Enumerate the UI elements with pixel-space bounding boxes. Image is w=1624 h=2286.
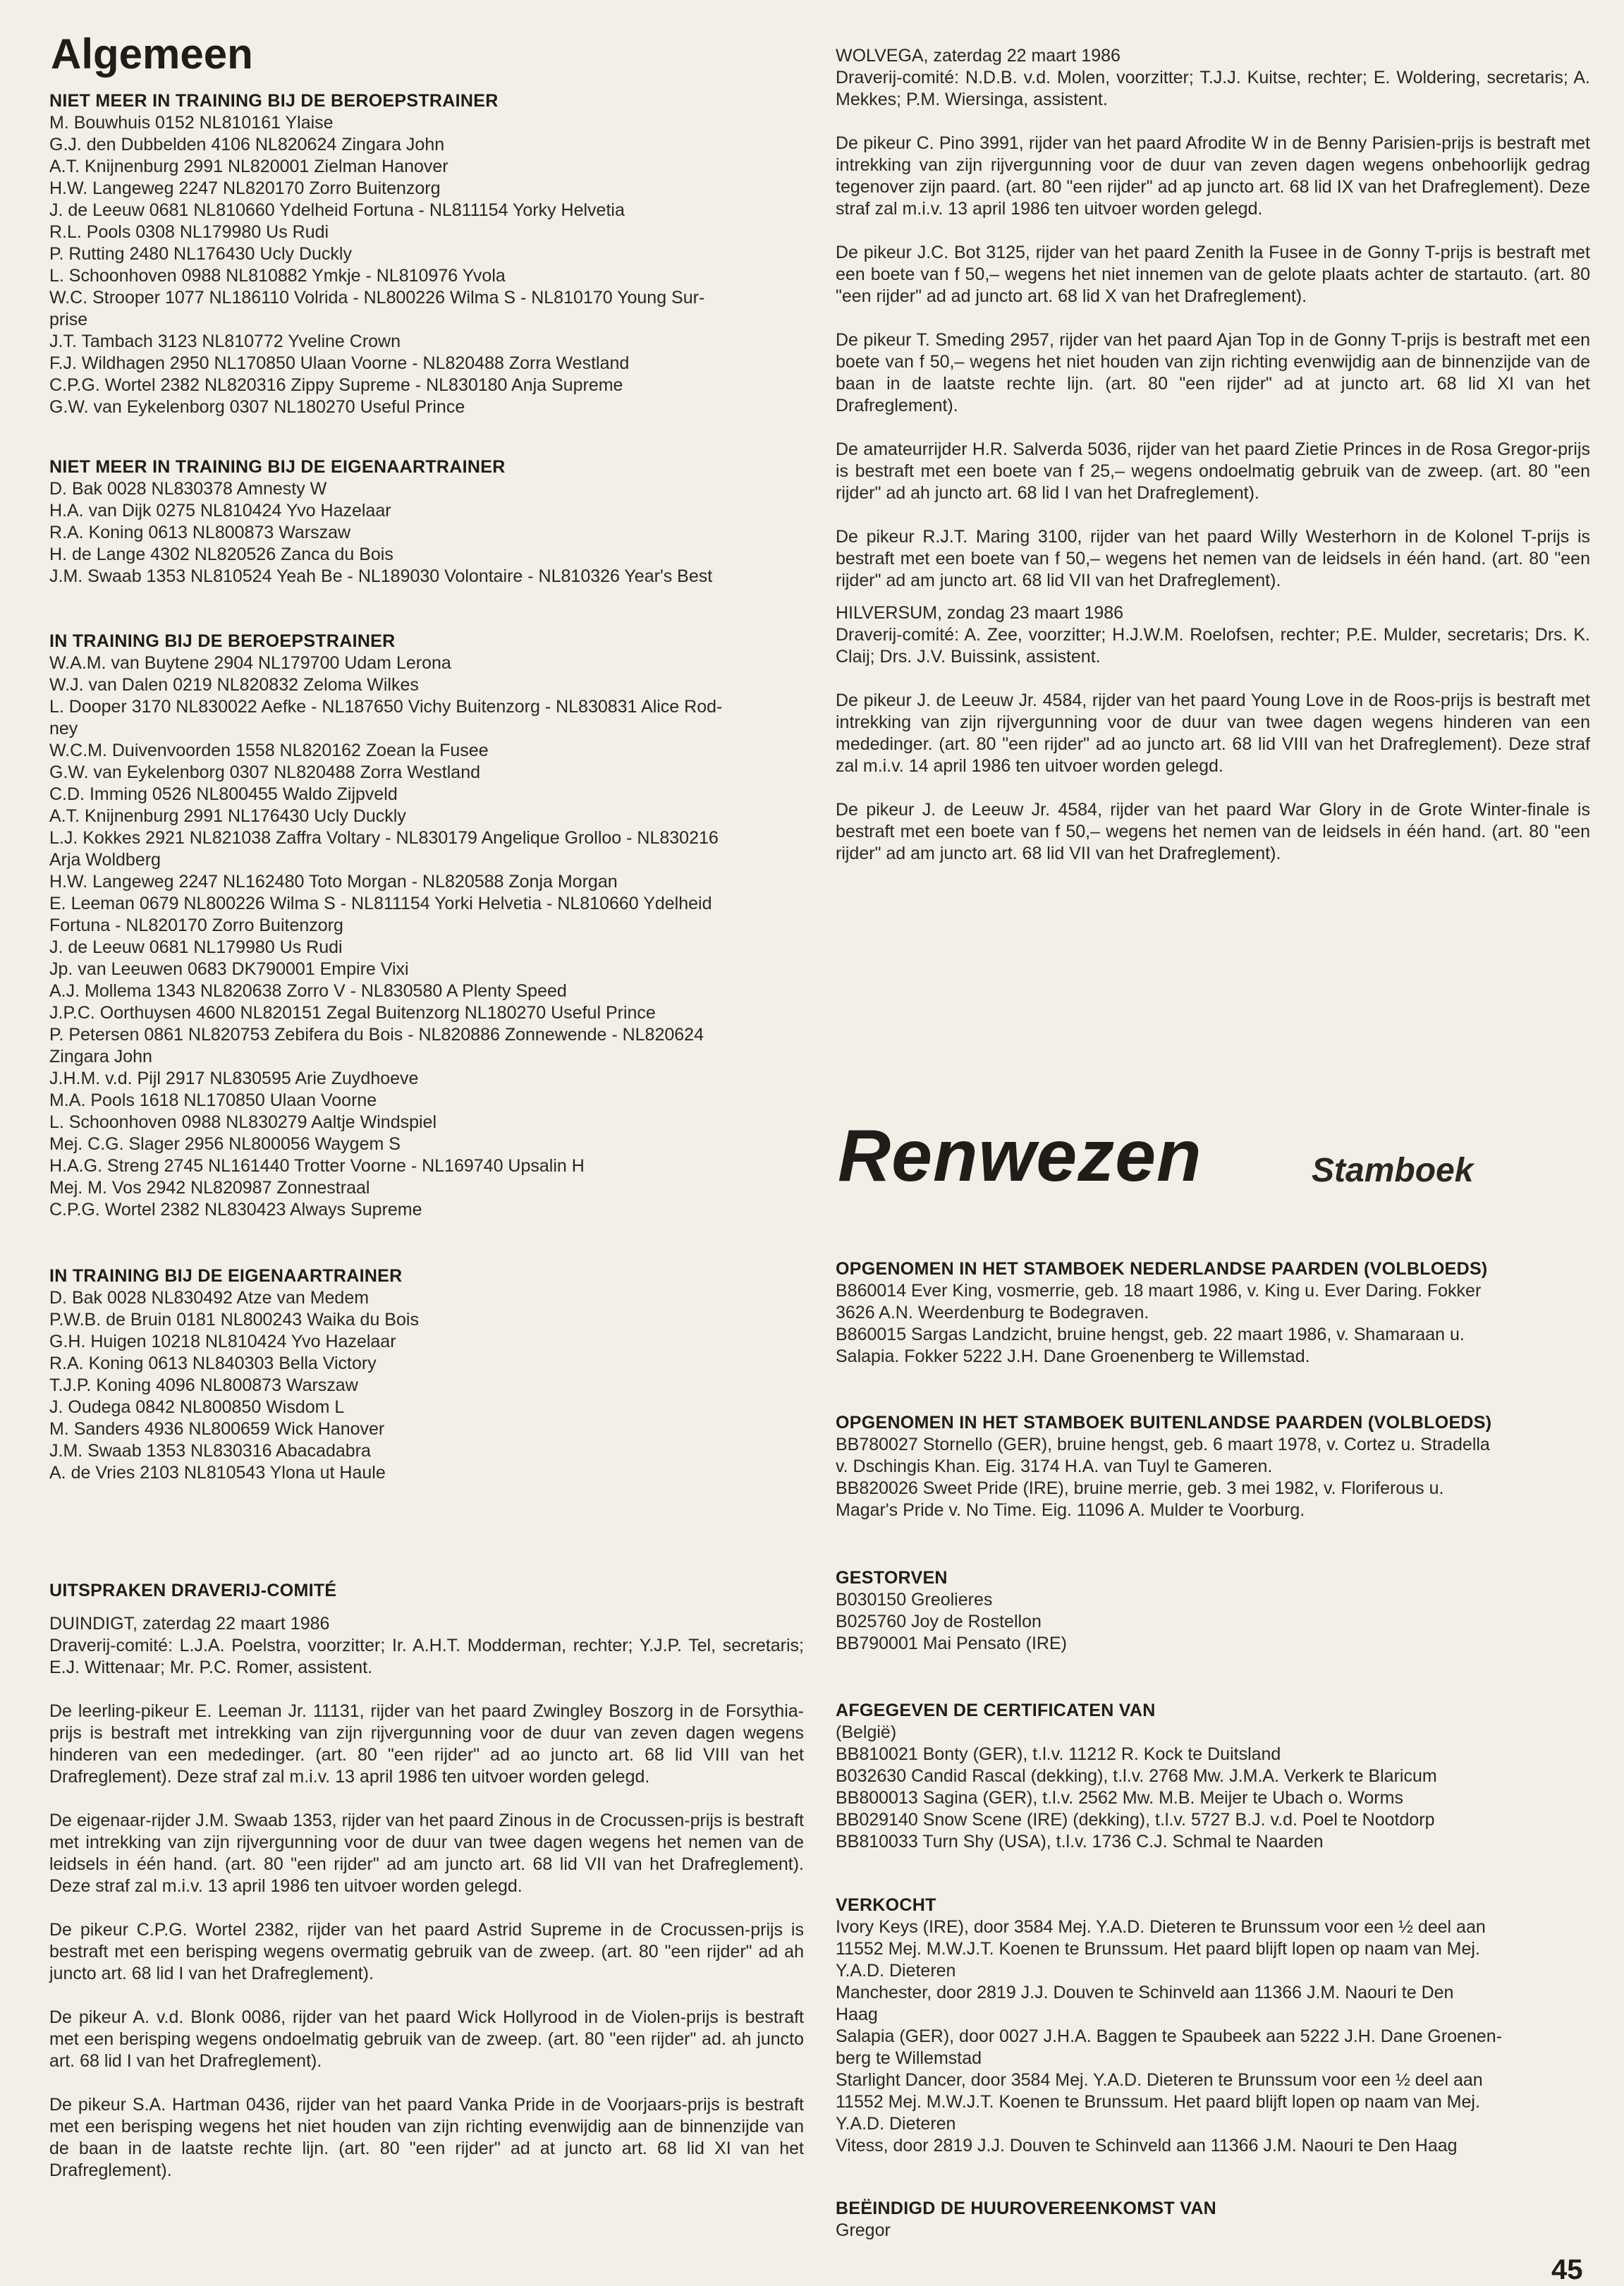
heading-niet-beroep: NIET MEER IN TRAINING BIJ DE BEROEPSTRAINER <box>49 91 499 111</box>
ruling-paragraph: De pikeur A. v.d. Blonk 0086, rijder van het paard Wick Hollyrood in de Violen-prijs is bestraft met een berisping wegens ondoelmatig gebruik van de zweep. (art. 80 "een rijder" ad. ah juncto art. 68 lid I van het Drafreglement). <box>49 2007 804 2071</box>
block-nl-volbloeds <box>836 1258 1590 1368</box>
list-line: T.J.P. Koning 4096 NL800873 Warszaw <box>49 1375 358 1395</box>
block-wolvega <box>836 45 1590 887</box>
list-line: A.T. Knijnenburg 2991 NL176430 Ucly Duckly <box>49 806 406 826</box>
ruling-paragraph: De leerling-pikeur E. Leeman Jr. 11131, rijder van het paard Zwingley Boszorg in de Forsythia-prijs is bestraft met intrekking van zijn rijvergunning voor de duur van zeven dagen wegens hinderen van een mededinger. (art. 80 "een rijder" ad ao juncto art. 68 lid VIII van het Drafreglement). Deze straf zal m.i.v. 13 april 1986 ten uitvoer worden gelegd. <box>49 1701 804 1787</box>
list-line: 3626 A.N. Weerdenburg te Bodegraven. <box>836 1303 1149 1323</box>
list-line: Mej. M. Vos 2942 NL820987 Zonnestraal <box>49 1178 370 1198</box>
paras-wolvega <box>836 133 1590 592</box>
list-line: C.P.G. Wortel 2382 NL830423 Always Supreme <box>49 1200 422 1220</box>
block-certificaten <box>836 1700 1590 1853</box>
list-line: berg te Willemstad <box>836 2048 982 2068</box>
list-line: (België) <box>836 1722 897 1742</box>
list-line: J. de Leeuw 0681 NL179980 Us Rudi <box>49 937 343 957</box>
list-line: F.J. Wildhagen 2950 NL170850 Ulaan Voorne - NL820488 Zorra Westland <box>49 353 630 373</box>
committee-wolvega: Draverij-comité: N.D.B. v.d. Molen, voorzitter; T.J.J. Kuitse, rechter; E. Woldering, secretaris; A. Mekkes; P.M. Wiersinga, assistent. <box>836 68 1590 109</box>
list-line: Mej. C.G. Slager 2956 NL800056 Waygem S <box>49 1134 401 1154</box>
list-gestorven <box>836 1589 1590 1655</box>
list-line: Arja Woldberg <box>49 850 161 870</box>
block-niet-beroep <box>49 90 804 418</box>
list-line: J.M. Swaab 1353 NL830316 Abacadabra <box>49 1441 371 1461</box>
heading-verkocht: VERKOCHT <box>836 1895 936 1915</box>
list-in-beroep <box>49 652 804 1221</box>
list-line: Zingara John <box>49 1047 152 1066</box>
list-line: Vitess, door 2819 J.J. Douven te Schinveld aan 11366 J.M. Naouri te Den Haag <box>836 2136 1458 2156</box>
block-niet-eigenaar <box>49 456 804 588</box>
meeting-wolvega: WOLVEGA, zaterdag 22 maart 1986 <box>836 46 1121 66</box>
list-niet-eigenaar <box>49 478 804 588</box>
list-line: Jp. van Leeuwen 0683 DK790001 Empire Vixi <box>49 959 409 979</box>
list-line: B030150 Greolieres <box>836 1590 993 1610</box>
list-line: A.T. Knijnenburg 2991 NL820001 Zielman Hanover <box>49 157 448 176</box>
list-line: Salapia. Fokker 5222 J.H. Dane Groenenberg te Willemstad. <box>836 1346 1310 1366</box>
list-line: G.W. van Eykelenborg 0307 NL820488 Zorra Westland <box>49 762 480 782</box>
list-line: H.W. Langeweg 2247 NL162480 Toto Morgan - NL820588 Zonja Morgan <box>49 872 618 892</box>
heading-nl-volbloeds: OPGENOMEN IN HET STAMBOEK NEDERLANDSE PAARDEN (VOLBLOEDS) <box>836 1259 1488 1279</box>
list-line: J.T. Tambach 3123 NL810772 Yveline Crown <box>49 332 401 351</box>
list-line: BB790001 Mai Pensato (IRE) <box>836 1634 1067 1653</box>
list-line: C.P.G. Wortel 2382 NL820316 Zippy Supreme - NL830180 Anja Supreme <box>49 375 623 395</box>
list-nl-volbloeds <box>836 1280 1590 1368</box>
list-line: BB780027 Stornello (GER), bruine hengst, geb. 6 maart 1978, v. Cortez u. Stradella <box>836 1435 1490 1454</box>
list-line: v. Dschingis Khan. Eig. 3174 H.A. van Tuyl te Gameren. <box>836 1457 1273 1476</box>
heading-in-eigenaar: IN TRAINING BIJ DE EIGENAARTRAINER <box>49 1266 403 1286</box>
list-line: J.P.C. Oorthuysen 4600 NL820151 Zegal Buitenzorg NL180270 Useful Prince <box>49 1003 656 1023</box>
section-subtitle-stamboek: Stamboek <box>1312 1152 1474 1189</box>
list-line: Fortuna - NL820170 Zorro Buitenzorg <box>49 916 343 935</box>
list-line: P.W.B. de Bruin 0181 NL800243 Waika du Bois <box>49 1310 419 1330</box>
ruling-paragraph: De pikeur C. Pino 3991, rijder van het paard Afrodite W in de Benny Parisien-prijs is bestraft met intrekking van zijn rijvergunning voor de duur van zeven dagen wegens onbehoorlijk gedrag tegenover zijn paard. (art. 80 "een rijder" ad ap juncto art. 68 lid IX van het Drafreglement). Deze straf zal m.i.v. 13 april 1986 ten uitvoer worden gelegd. <box>836 133 1590 219</box>
list-line: prise <box>49 310 88 329</box>
list-huur <box>836 2220 1590 2242</box>
list-line: B032630 Candid Rascal (dekking), t.l.v. 2768 Mw. J.M.A. Verkerk te Blaricum <box>836 1766 1437 1786</box>
list-line: B025760 Joy de Rostellon <box>836 1612 1042 1631</box>
heading-buitenland: OPGENOMEN IN HET STAMBOEK BUITENLANDSE PAARDEN (VOLBLOEDS) <box>836 1413 1492 1433</box>
list-line: BB810033 Turn Shy (USA), t.l.v. 1736 C.J. Schmal te Naarden <box>836 1832 1324 1852</box>
heading-certificaten: AFGEGEVEN DE CERTIFICATEN VAN <box>836 1701 1156 1720</box>
list-line: Y.A.D. Dieteren <box>836 1961 956 1981</box>
list-line: BB029140 Snow Scene (IRE) (dekking), t.l.v. 5727 B.J. v.d. Poel te Nootdorp <box>836 1810 1435 1830</box>
list-line: BB800013 Sagina (GER), t.l.v. 2562 Mw. M.B. Meijer te Ubach o. Worms <box>836 1788 1403 1808</box>
committee-duindigt: Draverij-comité: L.J.A. Poelstra, voorzitter; Ir. A.H.T. Modderman, rechter; Y.J.P. Tel, secretaris; E.J. Wittenaar; Mr. P.C. Romer, assistent. <box>49 1636 804 1677</box>
list-line: W.C. Strooper 1077 NL186110 Volrida - NL800226 Wilma S - NL810170 Young Sur- <box>49 288 705 308</box>
block-uitspraken <box>49 1580 804 2203</box>
list-line: H.A. van Dijk 0275 NL810424 Yvo Hazelaar <box>49 501 391 521</box>
page-number: 45 <box>1551 2254 1583 2285</box>
committee-hilversum: Draverij-comité: A. Zee, voorzitter; H.J.W.M. Roelofsen, rechter; P.E. Mulder, secretaris; Drs. K. Claij; Drs. J.V. Buissink, assistent. <box>836 625 1590 667</box>
list-line: Manchester, door 2819 J.J. Douven te Schinveld aan 11366 J.M. Naouri te Den <box>836 1983 1454 2002</box>
list-line: M. Sanders 4936 NL800659 Wick Hanover <box>49 1419 385 1439</box>
block-huur <box>836 2198 1590 2242</box>
list-line: D. Bak 0028 NL830492 Atze van Medem <box>49 1288 370 1308</box>
list-line: P. Rutting 2480 NL176430 Ucly Duckly <box>49 244 352 264</box>
list-line: BB810021 Bonty (GER), t.l.v. 11212 R. Kock te Duitsland <box>836 1744 1281 1764</box>
block-buitenland <box>836 1412 1590 1521</box>
list-line: L. Dooper 3170 NL830022 Aefke - NL187650 Vichy Buitenzorg - NL830831 Alice Rod- <box>49 697 723 717</box>
list-line: Haag <box>836 2005 878 2024</box>
list-line: L. Schoonhoven 0988 NL830279 Aaltje Windspiel <box>49 1112 437 1132</box>
list-line: H. de Lange 4302 NL820526 Zanca du Bois <box>49 545 393 564</box>
ruling-paragraph: De pikeur S.A. Hartman 0436, rijder van het paard Vanka Pride in de Voorjaars-prijs is bestraft met een berisping wegens het niet houden van zijn richting evenwijdig aan de binnenzijde van de baan in de laatste rechte lijn. (art. 80 "een rijder" ad at juncto art. 68 lid XI van het Drafreglement). <box>49 2095 804 2180</box>
list-line: A. de Vries 2103 NL810543 Ylona ut Haule <box>49 1463 386 1483</box>
list-line: M.A. Pools 1618 NL170850 Ulaan Voorne <box>49 1090 377 1110</box>
heading-in-beroep: IN TRAINING BIJ DE BEROEPSTRAINER <box>49 631 396 651</box>
list-line: L. Schoonhoven 0988 NL810882 Ymkje - NL810976 Yvola <box>49 266 506 286</box>
list-line: W.A.M. van Buytene 2904 NL179700 Udam Lerona <box>49 653 451 673</box>
paras-duindigt <box>49 1701 804 2182</box>
section-title-renwezen: Renwezen <box>838 1115 1202 1197</box>
ruling-paragraph: De pikeur C.P.G. Wortel 2382, rijder van het paard Astrid Supreme in de Crocussen-prijs is bestraft met een berisping wegens overmatig gebruik van de zweep. (art. 80 "een rijder" ad ah juncto art. 68 lid I van het Drafreglement). <box>49 1920 804 1983</box>
list-buitenland <box>836 1434 1590 1521</box>
heading-huur: BEËINDIGD DE HUUROVEREENKOMST VAN <box>836 2199 1217 2218</box>
ruling-paragraph: De pikeur R.J.T. Maring 3100, rijder van het paard Willy Westerhorn in de Kolonel T-prijs is bestraft met een boete van f 50,– wegens het nemen van de leidsels in één hand. (art. 80 "een rijder" ad am juncto art. 68 lid VII van het Drafreglement). <box>836 527 1590 590</box>
ruling-paragraph: De pikeur T. Smeding 2957, rijder van het paard Ajan Top in de Gonny T-prijs is bestraft met een boete van f 50,– wegens het niet houden van zijn richting evenwijdig aan de binnenzijde van de baan in de laatste rechte lijn. (art. 80 "een rijder" ad at juncto art. 68 lid XI van het Drafreglement). <box>836 330 1590 415</box>
list-line: L.J. Kokkes 2921 NL821038 Zaffra Voltary - NL830179 Angelique Grolloo - NL830216 <box>49 828 719 848</box>
list-line: Y.A.D. Dieteren <box>836 2114 956 2134</box>
list-line: J.H.M. v.d. Pijl 2917 NL830595 Arie Zuydhoeve <box>49 1069 419 1088</box>
list-line: H.A.G. Streng 2745 NL161440 Trotter Voorne - NL169740 Upsalin H <box>49 1156 585 1176</box>
ruling-paragraph: De pikeur J. de Leeuw Jr. 4584, rijder van het paard War Glory in de Grote Winter-finale is bestraft met een boete van f 50,– wegens het nemen van de leidsels in één hand. (art. 80 "een rijder" ad am juncto art. 68 lid VII van het Drafreglement). <box>836 800 1590 863</box>
heading-niet-eigenaar: NIET MEER IN TRAINING BIJ DE EIGENAARTRAINER <box>49 457 506 477</box>
ruling-paragraph: De pikeur J.C. Bot 3125, rijder van het paard Zenith la Fusee in de Gonny T-prijs is bestraft met een boete van f 50,– wegens het niet innemen van de gelote plaats achter de startauto. (art. 80 "een rijder" ad ad juncto art. 68 lid X van het Drafreglement). <box>836 243 1590 306</box>
block-in-beroep <box>49 631 804 1221</box>
meeting-hilversum: HILVERSUM, zondag 23 maart 1986 <box>836 603 1124 623</box>
list-line: Magar's Pride v. No Time. Eig. 11096 A. Mulder te Voorburg. <box>836 1500 1305 1520</box>
block-gestorven <box>836 1567 1590 1655</box>
list-line: J. de Leeuw 0681 NL810660 Ydelheid Fortuna - NL811154 Yorky Helvetia <box>49 200 625 220</box>
block-verkocht <box>836 1895 1590 2157</box>
list-verkocht <box>836 1916 1590 2157</box>
list-line: W.C.M. Duivenvoorden 1558 NL820162 Zoean la Fusee <box>49 741 489 760</box>
list-line: Salapia (GER), door 0027 J.H.A. Baggen te Spaubeek aan 5222 J.H. Dane Groenen- <box>836 2026 1503 2046</box>
list-line: M. Bouwhuis 0152 NL810161 Ylaise <box>49 113 334 133</box>
list-line: R.L. Pools 0308 NL179980 Us Rudi <box>49 222 329 242</box>
list-line: H.W. Langeweg 2247 NL820170 Zorro Buitenzorg <box>49 178 441 198</box>
list-line: E. Leeman 0679 NL800226 Wilma S - NL811154 Yorki Helvetia - NL810660 Ydelheid <box>49 894 712 913</box>
list-line: R.A. Koning 0613 NL840303 Bella Victory <box>49 1354 377 1373</box>
ruling-paragraph: De amateurrijder H.R. Salverda 5036, rijder van het paard Zietie Princes in de Rosa Gregor-prijs is bestraft met een boete van f 25,– wegens ondoelmatig gebruik van de zweep. (art. 80 "een rijder" ad ah juncto art. 68 lid I van het Drafreglement). <box>836 439 1590 503</box>
list-line: B860015 Sargas Landzicht, bruine hengst, geb. 22 maart 1986, v. Shamaraan u. <box>836 1325 1465 1344</box>
list-line: J.M. Swaab 1353 NL810524 Yeah Be - NL189030 Volontaire - NL810326 Year's Best <box>49 566 713 586</box>
list-line: W.J. van Dalen 0219 NL820832 Zeloma Wilkes <box>49 675 419 695</box>
list-line: Starlight Dancer, door 3584 Mej. Y.A.D. Dieteren te Brunssum voor een ½ deel aan <box>836 2070 1483 2090</box>
list-certificaten <box>836 1722 1590 1853</box>
list-line: G.J. den Dubbelden 4106 NL820624 Zingara John <box>49 135 445 154</box>
list-line: Gregor <box>836 2220 891 2240</box>
list-line: A.J. Mollema 1343 NL820638 Zorro V - NL830580 A Plenty Speed <box>49 981 567 1001</box>
list-line: G.H. Huigen 10218 NL810424 Yvo Hazelaar <box>49 1332 396 1351</box>
list-line: B860014 Ever King, vosmerrie, geb. 18 maart 1986, v. King u. Ever Daring. Fokker <box>836 1281 1482 1301</box>
list-line: 11552 Mej. M.W.J.T. Koenen te Brunssum. Het paard blijft lopen op naam van Mej. <box>836 1939 1480 1959</box>
heading-gestorven: GESTORVEN <box>836 1568 948 1588</box>
meeting-duindigt: DUINDIGT, zaterdag 22 maart 1986 <box>49 1614 330 1634</box>
list-line: C.D. Imming 0526 NL800455 Waldo Zijpveld <box>49 784 398 804</box>
list-in-eigenaar <box>49 1287 804 1484</box>
paras-hilversum <box>836 690 1590 865</box>
ruling-paragraph: De pikeur J. de Leeuw Jr. 4584, rijder van het paard Young Love in de Roos-prijs is bestraft met intrekking van zijn rijvergunning voor de duur van twee dagen wegens hinderen van een mededinger. (art. 80 "een rijder" ad ao juncto art. 68 lid VIII van het Drafreglement). Deze straf zal m.i.v. 14 april 1986 ten uitvoer worden gelegd. <box>836 691 1590 776</box>
heading-uitspraken: UITSPRAKEN DRAVERIJ-COMITÉ <box>49 1581 337 1600</box>
ruling-paragraph: De eigenaar-rijder J.M. Swaab 1353, rijder van het paard Zinous in de Crocussen-prijs is bestraft met intrekking van zijn rijvergunning voor de duur van twee dagen wegens het nemen van de leidsels in één hand. (art. 80 "een rijder" ad am juncto art. 68 lid VII van het Drafreglement). Deze straf zal m.i.v. 13 april 1986 ten uitvoer worden gelegd. <box>49 1811 804 1896</box>
section-title-algemeen: Algemeen <box>51 30 253 78</box>
list-line: D. Bak 0028 NL830378 Amnesty W <box>49 479 327 499</box>
list-line: ney <box>49 719 78 738</box>
block-in-eigenaar <box>49 1265 804 1484</box>
list-line: P. Petersen 0861 NL820753 Zebifera du Bois - NL820886 Zonnewende - NL820624 <box>49 1025 704 1045</box>
list-line: R.A. Koning 0613 NL800873 Warszaw <box>49 523 351 542</box>
list-line: J. Oudega 0842 NL800850 Wisdom L <box>49 1397 345 1417</box>
list-line: Ivory Keys (IRE), door 3584 Mej. Y.A.D. Dieteren te Brunssum voor een ½ deel aan <box>836 1917 1486 1937</box>
list-line: BB820026 Sweet Pride (IRE), bruine merrie, geb. 3 mei 1982, v. Floriferous u. <box>836 1478 1444 1498</box>
list-line: 11552 Mej. M.W.J.T. Koenen te Brunssum. Het paard blijft lopen op naam van Mej. <box>836 2092 1480 2112</box>
list-niet-beroep <box>49 112 804 418</box>
list-line: G.W. van Eykelenborg 0307 NL180270 Useful Prince <box>49 397 465 417</box>
